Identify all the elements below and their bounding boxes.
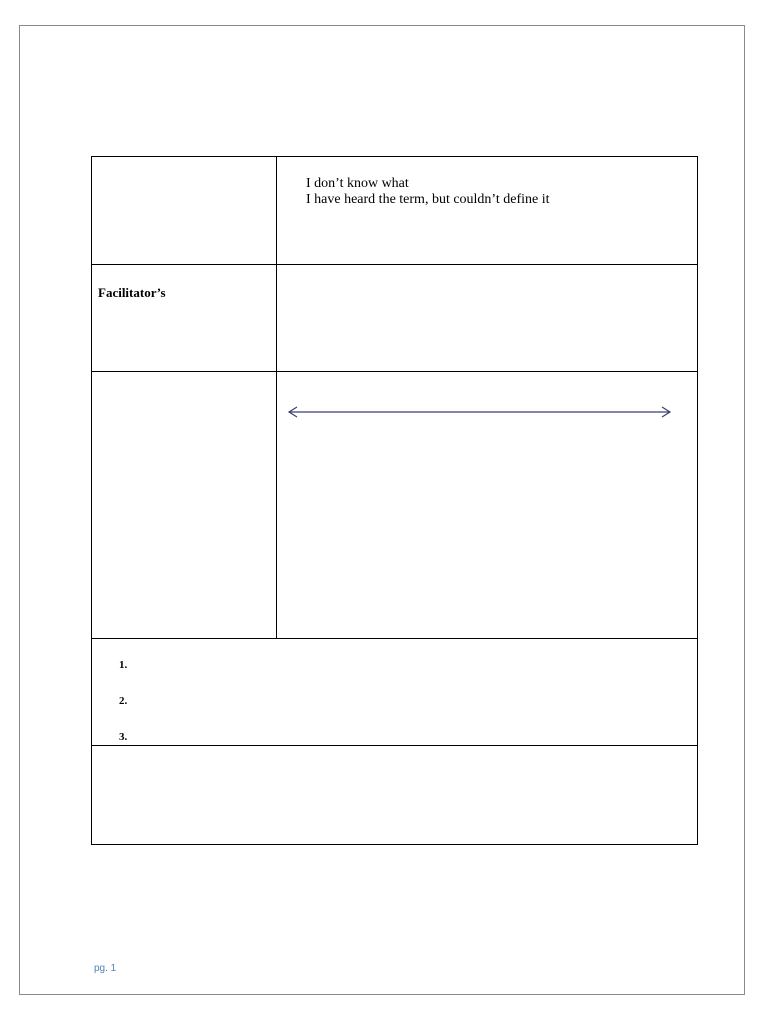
- table-cell-r2-left: [91, 264, 277, 372]
- table-cell-r1-left: [91, 156, 277, 265]
- table-cell-r3-left: [91, 371, 277, 639]
- choice-line-1: I don’t know what: [306, 176, 409, 191]
- table-cell-r2-right: [276, 264, 698, 372]
- page-number: pg. 1: [94, 963, 117, 974]
- table-cell-r3-right: [276, 371, 698, 639]
- choice-text-block: [306, 176, 550, 208]
- facilitator-label: Facilitator’s: [98, 285, 166, 300]
- table-cell-r5: [91, 745, 698, 845]
- list-item-2: 2.: [119, 695, 128, 707]
- double-arrow-icon: [287, 405, 672, 419]
- table-cell-r1-right: [276, 156, 698, 265]
- table-cell-r4: [91, 638, 698, 746]
- document-page: [19, 25, 745, 995]
- choice-line-2: I have heard the term, but couldn’t define it: [306, 192, 550, 207]
- list-item-1: 1.: [119, 659, 128, 671]
- list-item-3: 3.: [119, 731, 128, 743]
